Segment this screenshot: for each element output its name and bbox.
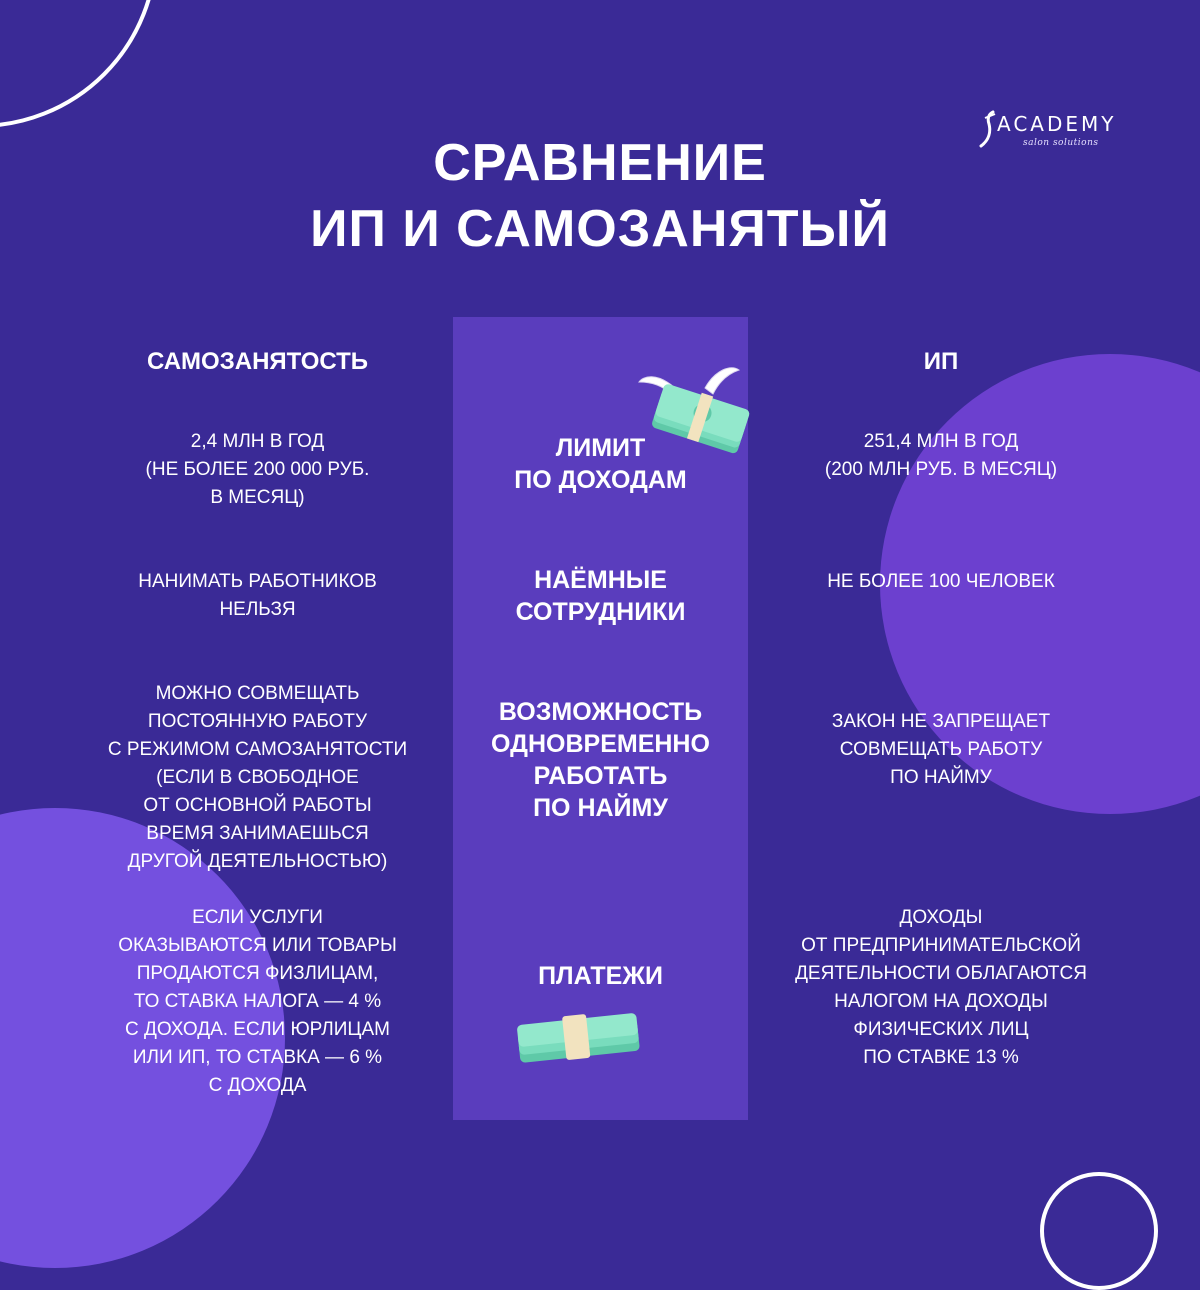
text-line: С ДОХОДА — [208, 1075, 307, 1096]
text-line: ОТ ОСНОВНОЙ РАБОТЫ — [143, 795, 372, 816]
criterion-income-limit — [453, 432, 748, 496]
right-cell-payments — [746, 904, 1136, 1072]
text-line: 2,4 МЛН В ГОД — [190, 431, 325, 452]
text-line: ФИЗИЧЕСКИХ ЛИЦ — [853, 1019, 1029, 1040]
text-line: ДРУГОЙ ДЕЯТЕЛЬНОСТЬЮ) — [127, 851, 388, 872]
text-line: ПО НАЙМУ — [533, 794, 668, 822]
text-line: ПРОДАЮТСЯ ФИЗЛИЦАМ, — [136, 963, 379, 984]
title-line-1: СРАВНЕНИЕ — [433, 134, 767, 192]
text-line: ОКАЗЫВАЮТСЯ ИЛИ ТОВАРЫ — [118, 935, 397, 956]
right-cell-employees — [746, 568, 1136, 596]
text-line: ЛИМИТ — [555, 434, 646, 462]
text-line: ДОХОДЫ — [899, 907, 983, 928]
text-line: СОТРУДНИКИ — [515, 598, 686, 626]
text-line: ПО ДОХОДАМ — [514, 466, 687, 494]
text-line: (НЕ БОЛЕЕ 200 000 РУБ. — [145, 459, 370, 480]
right-cell-income-limit — [746, 428, 1136, 484]
text-line: ВРЕМЯ ЗАНИМАЕШЬСЯ — [146, 823, 369, 844]
text-line: (ЕСЛИ В СВОБОДНОЕ — [156, 767, 359, 788]
text-line: С ДОХОДА. ЕСЛИ ЮРЛИЦАМ — [125, 1019, 390, 1040]
left-cell-employees — [60, 568, 455, 624]
money-stack-icon — [510, 1005, 645, 1065]
column-heading-ip: ИП — [923, 348, 959, 375]
left-cell-income-limit — [60, 428, 455, 512]
text-line: РАБОТАТЬ — [533, 762, 668, 790]
text-line: СОВМЕЩАТЬ РАБОТУ — [839, 739, 1043, 760]
text-line: ТО СТАВКА НАЛОГА — 4 % — [133, 991, 382, 1012]
text-line: ИЛИ ИП, ТО СТАВКА — 6 % — [132, 1047, 383, 1068]
title-line-2: ИП И САМОЗАНЯТЫЙ — [310, 200, 890, 258]
text-line: НАЛОГОМ НА ДОХОДЫ — [834, 991, 1048, 1012]
column-heading-self-employed: САМОЗАНЯТОСТЬ — [146, 348, 369, 375]
text-line: НЕ БОЛЕЕ 100 ЧЕЛОВЕК — [827, 571, 1055, 592]
text-line: ВОЗМОЖНОСТЬ — [498, 698, 703, 726]
text-line: ЗАКОН НЕ ЗАПРЕЩАЕТ — [831, 711, 1051, 732]
text-line: ДЕЯТЕЛЬНОСТИ ОБЛАГАЮТСЯ — [795, 963, 1087, 984]
text-line: (200 МЛН РУБ. В МЕСЯЦ) — [824, 459, 1058, 480]
text-line: ЕСЛИ УСЛУГИ — [192, 907, 323, 928]
text-line: ОДНОВРЕМЕННО — [491, 730, 710, 758]
text-line: НЕЛЬЗЯ — [219, 599, 296, 620]
text-line: В МЕСЯЦ) — [210, 487, 305, 508]
text-line: НАНИМАТЬ РАБОТНИКОВ — [138, 571, 377, 592]
text-line: 251,4 МЛН В ГОД — [863, 431, 1019, 452]
page-title — [0, 130, 1200, 262]
text-line: ПЛАТЕЖИ — [538, 962, 663, 990]
text-line: ПО НАЙМУ — [890, 767, 992, 788]
criterion-employees — [453, 564, 748, 628]
left-cell-payments — [60, 904, 455, 1100]
right-cell-combine-work — [746, 708, 1136, 792]
text-line: ПО СТАВКЕ 13 % — [863, 1047, 1019, 1068]
decor-ring-top-left — [0, 0, 158, 128]
text-line: С РЕЖИМОМ САМОЗАНЯТОСТИ — [107, 739, 408, 760]
text-line: НАЁМНЫЕ — [534, 566, 667, 594]
text-line: ПОСТОЯННУЮ РАБОТУ — [147, 711, 368, 732]
logo-text: ACADEMY — [997, 112, 1117, 136]
decor-ring-bottom-right — [1040, 1172, 1158, 1290]
logo-tagline: salon solutions — [1023, 138, 1099, 148]
criterion-combine-work — [453, 696, 748, 824]
text-line: МОЖНО СОВМЕЩАТЬ — [155, 683, 360, 704]
left-cell-combine-work — [60, 680, 455, 876]
text-line: ОТ ПРЕДПРИНИМАТЕЛЬСКОЙ — [801, 935, 1081, 956]
criterion-payments — [453, 960, 748, 992]
